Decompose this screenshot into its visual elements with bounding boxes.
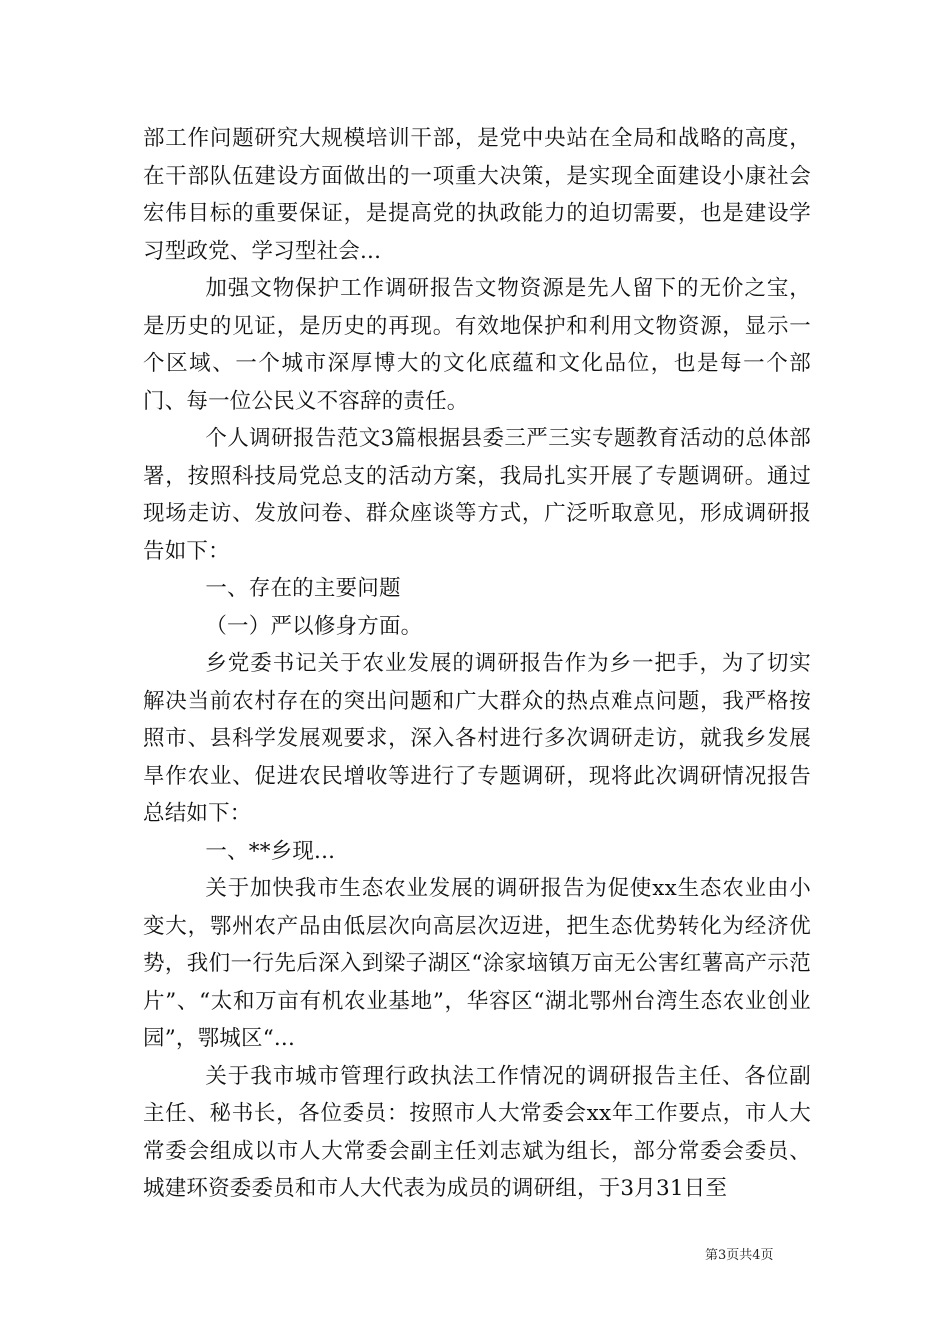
paragraph-personal-research-report: 个人调研报告范文3篇根据县委三严三实专题教育活动的总体部署，按照科技局党总支的活动方案，我局扎实开展了专题调研。通过现场走访、发放问卷、群众座谈等方式，广泛听取意见，形成调研报告如下： <box>143 426 811 564</box>
page-number-footer: 第3页共4页 <box>705 1248 774 1263</box>
heading-main-problems: 一、存在的主要问题 <box>205 576 401 601</box>
document-body <box>143 120 811 1208</box>
paragraph-agriculture-development-report: 乡党委书记关于农业发展的调研报告作为乡一把手，为了切实解决当前农村存在的突出问题和广大群众的热点难点问题，我严格按照市、县科学发展观要求，深入各村进行多次调研走访，就我乡发展旱作农业、促进农民增收等进行了专题调研，现将此次调研情况报告总结如下： <box>143 651 811 826</box>
paragraph-ecological-agriculture-report: 关于加快我市生态农业发展的调研报告为促使xx生态农业由小变大，鄂州农产品由低层次向高层次迈进，把生态优势转化为经济优势，我们一行先后深入到梁子湖区“涂家垴镇万亩无公害红薯高产示范片”、“太和万亩有机农业基地”，华容区“湖北鄂州台湾生态农业创业园”，鄂城区“... <box>143 876 811 1051</box>
paragraph-continuation: 部工作问题研究大规模培训干部，是党中央站在全局和战略的高度，在干部队伍建设方面做出的一项重大决策，是实现全面建设小康社会宏伟目标的重要保证，是提高党的执政能力的迫切需要，也是建设学习型政党、学习型社会... <box>143 126 811 264</box>
paragraph-cultural-relics-report: 加强文物保护工作调研报告文物资源是先人留下的无价之宝，是历史的见证，是历史的再现。有效地保护和利用文物资源，显示一个区域、一个城市深厚博大的文化底蕴和文化品位，也是每一个部门、每一位公民义不容辞的责任。 <box>143 276 811 414</box>
subheading-self-cultivation: （一）严以修身方面。 <box>205 613 423 639</box>
paragraph-urban-management-report: 关于我市城市管理行政执法工作情况的调研报告主任、各位副主任、秘书长，各位委员：按照市人大常委会xx年工作要点，市人大常委会组成以市人大常委会副主任刘志斌为组长，部分常委会委员、城建环资委委员和市人大代表为成员的调研组，于3月31日至 <box>143 1063 811 1201</box>
heading-township-status: 一、**乡现... <box>205 838 336 864</box>
